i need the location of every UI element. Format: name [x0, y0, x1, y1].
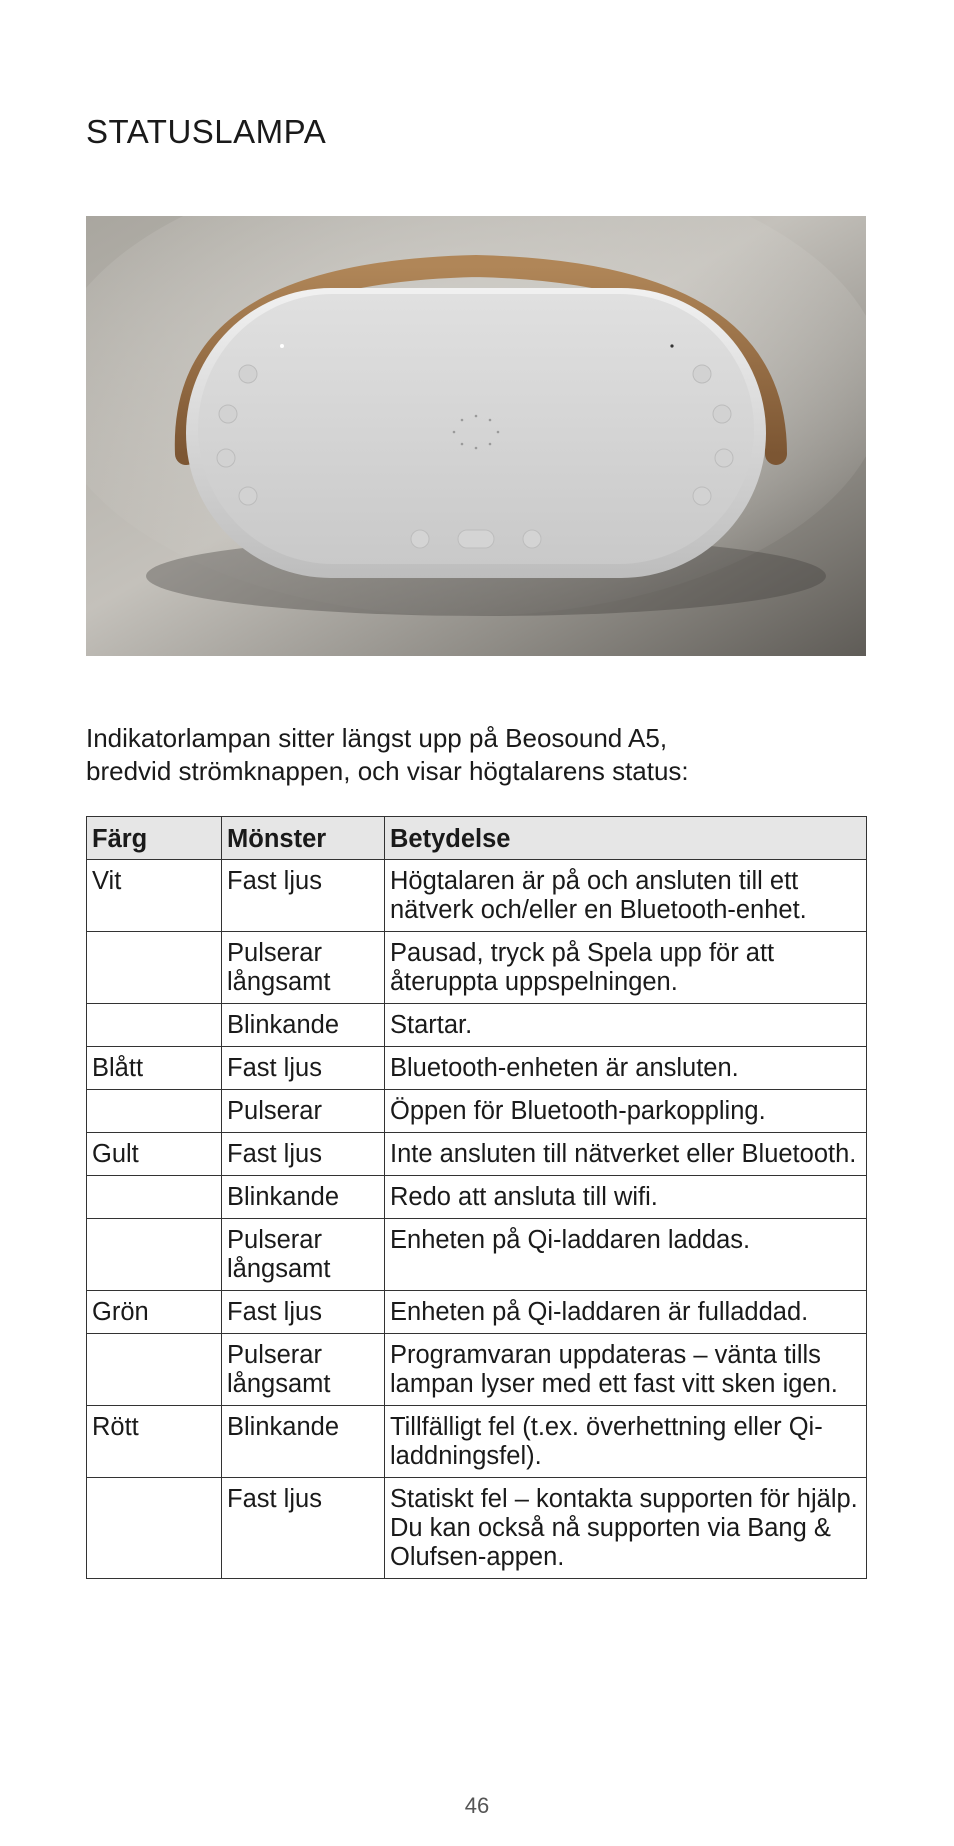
status-table	[86, 816, 867, 1579]
table-row	[87, 932, 867, 1004]
cell-pattern: Fast ljus	[222, 1133, 385, 1176]
cell-pattern: Fast ljus	[222, 1478, 385, 1579]
cell-pattern: Fast ljus	[222, 1047, 385, 1090]
cell-color	[87, 932, 222, 1004]
cell-pattern: Pulserar långsamt	[222, 932, 385, 1004]
cell-meaning: Enheten på Qi-laddaren är fulladdad.	[385, 1291, 867, 1334]
table-row	[87, 860, 867, 932]
cell-color	[87, 1090, 222, 1133]
header-color: Färg	[87, 817, 222, 860]
cell-color: Vit	[87, 860, 222, 932]
cell-meaning: Öppen för Bluetooth-parkoppling.	[385, 1090, 867, 1133]
cell-color	[87, 1334, 222, 1406]
cell-pattern: Pulserar långsamt	[222, 1219, 385, 1291]
table-row	[87, 1219, 867, 1291]
cell-color	[87, 1478, 222, 1579]
table-row	[87, 1004, 867, 1047]
cell-color	[87, 1176, 222, 1219]
cell-pattern: Pulserar	[222, 1090, 385, 1133]
page-number: 46	[464, 1793, 490, 1818]
cell-meaning: Startar.	[385, 1004, 867, 1047]
table-row	[87, 1133, 867, 1176]
cell-color	[87, 1219, 222, 1291]
cell-meaning: Pausad, tryck på Spela upp för att återuppta uppspelningen.	[385, 932, 867, 1004]
cell-pattern: Blinkande	[222, 1004, 385, 1047]
cell-pattern: Blinkande	[222, 1176, 385, 1219]
table-row	[87, 1478, 867, 1579]
speaker-photo	[86, 216, 866, 656]
cell-meaning: Bluetooth-enheten är ansluten.	[385, 1047, 867, 1090]
intro-line-2: bredvid strömknappen, och visar högtalarens status:	[86, 756, 689, 786]
cell-meaning: Tillfälligt fel (t.ex. överhettning eller Qi-laddningsfel).	[385, 1406, 867, 1478]
cell-meaning: Enheten på Qi-laddaren laddas.	[385, 1219, 867, 1291]
table-row	[87, 1090, 867, 1133]
cell-pattern: Fast ljus	[222, 1291, 385, 1334]
cell-meaning: Redo att ansluta till wifi.	[385, 1176, 867, 1219]
cell-meaning: Högtalaren är på och ansluten till ett nätverk och/eller en Bluetooth-enhet.	[385, 860, 867, 932]
cell-pattern: Pulserar långsamt	[222, 1334, 385, 1406]
table-row	[87, 1047, 867, 1090]
intro-line-1: Indikatorlampan sitter längst upp på Beosound A5,	[86, 723, 668, 753]
table-row	[87, 1406, 867, 1478]
cell-meaning: Inte ansluten till nätverket eller Bluetooth.	[385, 1133, 867, 1176]
cell-color: Grön	[87, 1291, 222, 1334]
intro-text	[86, 722, 876, 788]
table-header-row	[87, 817, 867, 860]
cell-color	[87, 1004, 222, 1047]
cell-color: Gult	[87, 1133, 222, 1176]
table-row	[87, 1291, 867, 1334]
table-row	[87, 1176, 867, 1219]
cell-color: Rött	[87, 1406, 222, 1478]
header-pattern: Mönster	[222, 817, 385, 860]
cell-pattern: Blinkande	[222, 1406, 385, 1478]
cell-meaning: Programvaran uppdateras – vänta tills lampan lyser med ett fast vitt sken igen.	[385, 1334, 867, 1406]
page-title: STATUSLAMPA	[86, 113, 327, 150]
cell-meaning: Statiskt fel – kontakta supporten för hjälp. Du kan också nå supporten via Bang & Olufsen-appen.	[385, 1478, 867, 1579]
table-row	[87, 1334, 867, 1406]
cell-pattern: Fast ljus	[222, 860, 385, 932]
cell-color: Blått	[87, 1047, 222, 1090]
header-meaning: Betydelse	[385, 817, 867, 860]
